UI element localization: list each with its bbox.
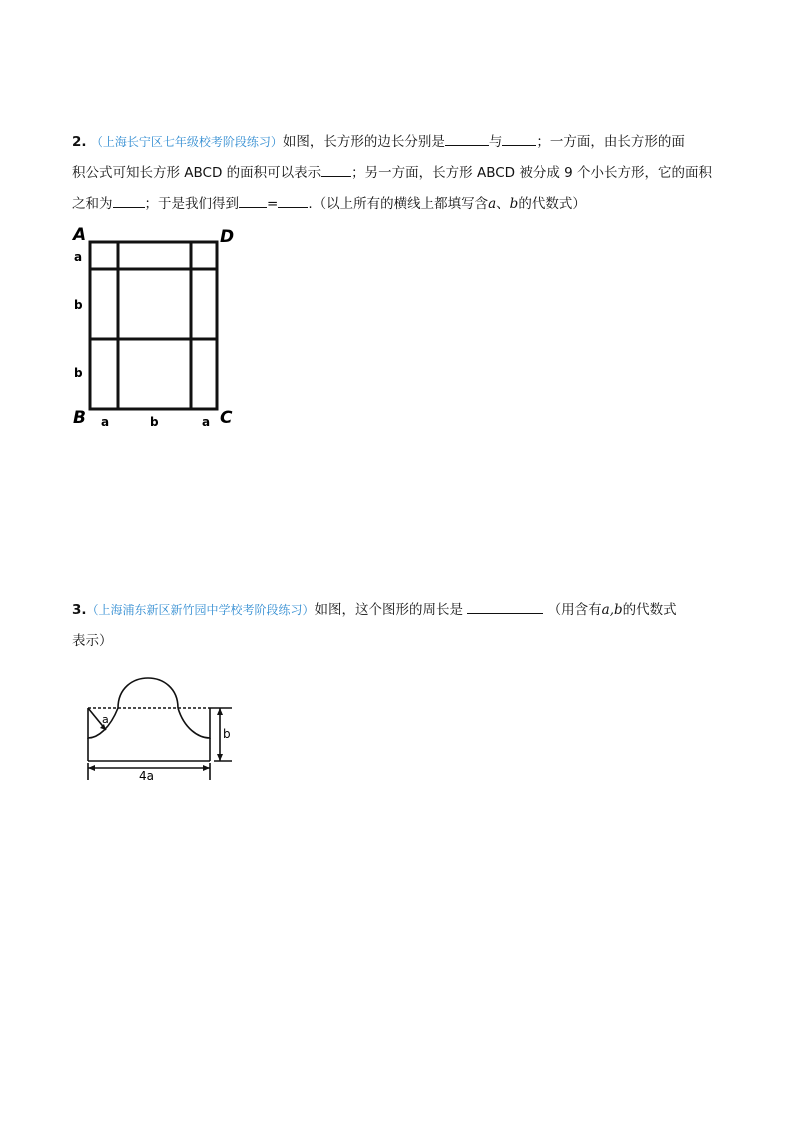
right-notch-arc <box>178 708 210 738</box>
question-number: 2. <box>72 134 87 150</box>
variable-a: a <box>488 196 497 212</box>
q3-text: （用含有 <box>547 602 602 618</box>
radius-label: a <box>102 713 109 726</box>
corner-label-a: A <box>73 225 87 245</box>
question-2 <box>72 127 727 220</box>
answer-blank[interactable] <box>278 193 308 208</box>
answer-blank[interactable] <box>239 193 267 208</box>
corner-label-d: D <box>220 227 235 247</box>
q2-text: 如图，长方形的边长分别是 <box>282 134 445 150</box>
q2-text: 之和为 <box>72 196 113 212</box>
curved-shape-figure <box>80 668 240 786</box>
answer-blank[interactable] <box>321 162 351 177</box>
question-source: （上海浦东新区新竹园中学校考阶段练习） <box>86 603 315 617</box>
q2-text: .（以上所有的横线上都填写含 <box>308 196 489 212</box>
side-label: b <box>74 366 83 380</box>
answer-blank[interactable] <box>467 599 543 614</box>
equals-sign: = <box>267 196 279 212</box>
q2-text: ；于是我们得到 <box>144 196 239 212</box>
q2-line-1 <box>72 127 727 158</box>
corner-label-c: C <box>220 408 233 428</box>
q2-line-3 <box>72 189 727 220</box>
q2-text: ；另一方面，长方形 ABCD 被分成 9 个小长方形，它的面积 <box>351 165 713 181</box>
q2-text: 与 <box>488 134 503 150</box>
separator: 、 <box>496 196 510 212</box>
q3-line-2 <box>72 626 727 657</box>
question-number: 3. <box>72 602 87 618</box>
answer-blank[interactable] <box>445 131 489 146</box>
bottom-label: a <box>101 415 110 429</box>
q3-line-1 <box>72 595 727 626</box>
bottom-label: a <box>202 415 211 429</box>
corner-label-b: B <box>73 408 86 428</box>
rectangle-grid-figure <box>70 225 250 435</box>
variables-ab: a,b <box>601 602 623 618</box>
variable-b: b <box>509 196 519 212</box>
q2-text: ；一方面，由长方形的面 <box>536 134 685 150</box>
arrow-head <box>88 765 95 771</box>
side-label: b <box>74 298 83 312</box>
q2-text: 的代数式） <box>518 196 586 212</box>
width-label: 4a <box>139 769 154 783</box>
question-source: （上海长宁区七年级校考阶段练习） <box>90 135 283 149</box>
arrow-head <box>217 754 223 761</box>
q2-text: 积公式可知长方形 ABCD 的面积可以表示 <box>72 165 322 181</box>
bottom-label: b <box>150 415 159 429</box>
semicircle-arc <box>118 678 178 708</box>
height-label: b <box>223 727 231 741</box>
q3-text: 表示） <box>72 633 113 649</box>
q2-line-2 <box>72 158 727 189</box>
answer-blank[interactable] <box>113 193 145 208</box>
side-label: a <box>74 250 83 264</box>
arrow-head <box>203 765 210 771</box>
q3-text: 的代数式 <box>622 602 677 618</box>
q3-text: 如图，这个图形的周长是 <box>314 602 464 618</box>
arrow-head <box>217 708 223 715</box>
answer-blank[interactable] <box>502 131 536 146</box>
outer-rectangle <box>90 242 217 409</box>
question-3 <box>72 595 727 657</box>
